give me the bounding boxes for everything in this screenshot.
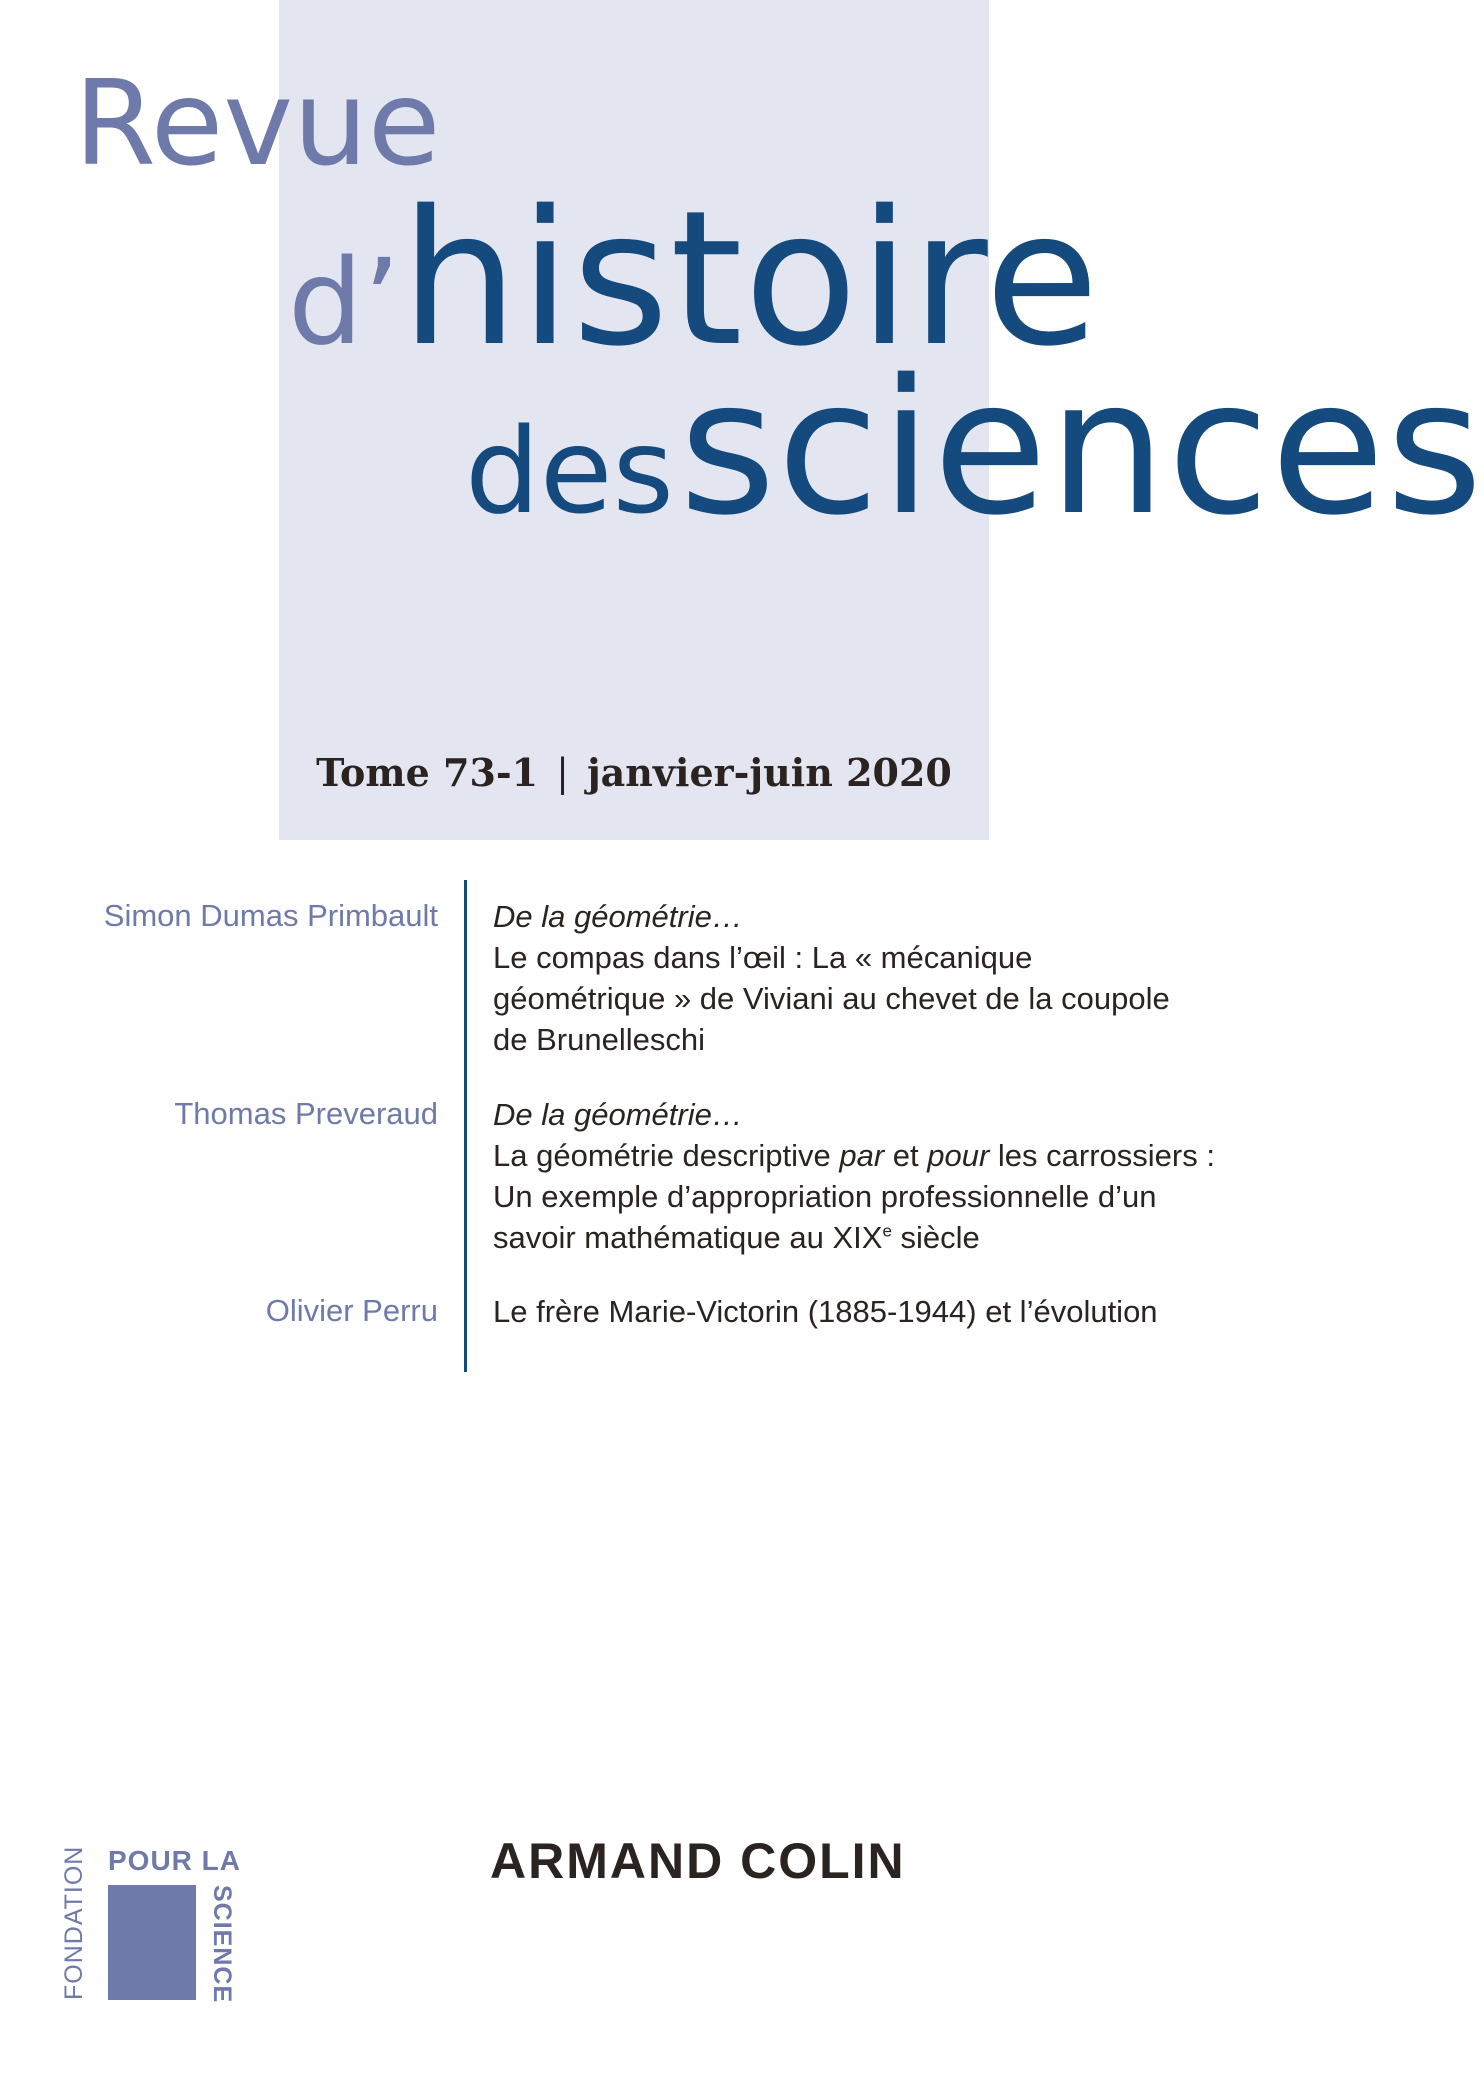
superscript: e	[882, 1221, 892, 1241]
article-3-title	[493, 1291, 1353, 1332]
issue-tome: Tome 73-1	[316, 750, 539, 795]
article-3-line: Le frère Marie-Victorin (1885-1944) et l’évolution	[493, 1294, 1158, 1329]
article-2-author: Thomas Preveraud	[174, 1096, 438, 1131]
article-2-line	[493, 1217, 1353, 1258]
issue-separator: |	[556, 751, 569, 795]
article-2-line	[493, 1135, 1353, 1176]
text-segment: siècle	[891, 1220, 980, 1255]
article-1-line: Le compas dans l’œil : La « mécanique	[493, 940, 1033, 975]
foundation-logo-right-text: SCIENCE	[208, 1885, 236, 2004]
journal-title-line3	[465, 339, 1484, 556]
foundation-logo-left-text: FONDATION	[60, 1845, 88, 2000]
foundation-logo-top-text: POUR LA	[108, 1845, 241, 1876]
text-segment-italic: par	[839, 1138, 885, 1173]
text-segment-italic: pour	[927, 1138, 990, 1173]
article-1-author: Simon Dumas Primbault	[103, 898, 438, 933]
table-of-contents-rule	[464, 880, 467, 1372]
article-3-author: Olivier Perru	[265, 1293, 438, 1328]
article-2-line: Un exemple d’appropriation professionnelle d’un	[493, 1179, 1157, 1214]
text-segment: savoir mathématique au XIX	[493, 1220, 883, 1255]
issue-period: janvier-juin 2020	[586, 750, 952, 795]
article-1-line: de Brunelleschi	[493, 1022, 705, 1057]
journal-title-histoire: histoire	[400, 170, 1101, 387]
text-segment: et	[884, 1138, 928, 1173]
journal-title-revue: Revue	[74, 54, 441, 192]
article-2-series: De la géométrie…	[493, 1097, 743, 1132]
journal-title-d: d’	[288, 233, 401, 371]
issue-info	[279, 750, 989, 795]
article-1-line: géométrique » de Viviani au chevet de la coupole	[493, 981, 1170, 1016]
publisher-logo: ARMAND COLIN	[490, 1833, 906, 1889]
foundation-logo-square	[108, 1885, 196, 2000]
text-segment: les carrossiers :	[989, 1138, 1215, 1173]
article-1-title	[493, 896, 1353, 1060]
foundation-logo	[60, 1845, 248, 2015]
journal-title-des: des	[465, 402, 674, 540]
journal-title-sciences: sciences	[679, 339, 1484, 556]
article-1-series: De la géométrie…	[493, 899, 743, 934]
text-segment: La géométrie descriptive	[493, 1138, 840, 1173]
article-2-title	[493, 1094, 1353, 1258]
